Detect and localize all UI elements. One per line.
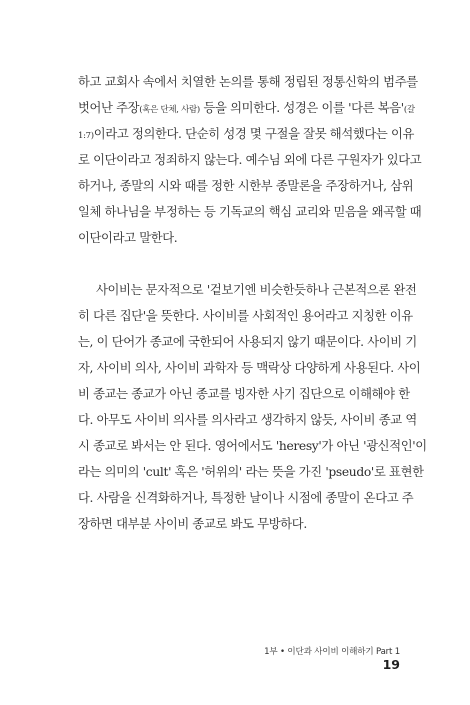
body-line: 장하면 대부분 사이비 종교로 봐도 무방하다. — [78, 517, 307, 531]
inline-reference: 1:7) — [78, 131, 94, 141]
body-line — [78, 100, 415, 118]
body-line — [78, 126, 415, 144]
body-text: 등을 의미한다. 성경은 이를 '다른 복음' — [199, 101, 404, 115]
body-line: 는, 이 단어가 종교에 국한되어 사용되지 않기 때문이다. 사이비 기 — [78, 335, 417, 349]
running-footer-title: 1부 • 이단과 사이비 이해하기 Part 1 — [264, 647, 400, 657]
body-line: 비 종교는 종교가 아닌 종교를 빙자한 사기 집단으로 이해해야 한 — [78, 387, 410, 401]
inline-reference: (갈 — [403, 105, 415, 115]
body-line: 하고 교회사 속에서 치열한 논의를 통해 정립된 정통신학의 범주를 — [78, 75, 418, 89]
body-line: 다. 아무도 사이비 의사를 의사라고 생각하지 않듯, 사이비 종교 역 — [78, 413, 417, 427]
body-line: 사이비는 문자적으로 '겉보기엔 비슷한듯하나 근본적으론 완전 — [96, 283, 417, 297]
body-line: 히 다른 집단'을 뜻한다. 사이비를 사회적인 용어라고 지칭한 이유 — [78, 309, 413, 323]
body-line: 자, 사이비 의사, 사이비 과학자 등 맥락상 다양하게 사용된다. 사이 — [78, 361, 421, 375]
body-line: 이단이라고 말한다. — [78, 231, 178, 245]
body-line: 로 이단이라고 정죄하지 않는다. 예수님 외에 다른 구원자가 있다고 — [78, 153, 422, 167]
body-line: 하거나, 종말의 시와 때를 정한 시한부 종말론을 주장하거나, 삼위 — [78, 179, 414, 193]
page-number: 19 — [382, 657, 400, 672]
body-line: 일체 하나님을 부정하는 등 기독교의 핵심 교리와 믿음을 왜곡할 때 — [78, 205, 422, 219]
inline-note: (혹은 단체, 사람) — [139, 105, 200, 115]
body-text: 벗어난 주장 — [78, 101, 140, 115]
body-line: 라는 의미의 'cult' 혹은 '허위의' 라는 뜻을 가진 'pseudo'로 표현한 — [78, 465, 424, 479]
body-line: 다. 사람을 신격화하거나, 특정한 날이나 시점에 종말이 온다고 주 — [78, 491, 414, 505]
body-line: 시 종교로 봐서는 안 된다. 영어에서도 'heresy'가 아닌 '광신적인'이 — [78, 439, 427, 453]
body-text: 이라고 정의한다. 단순히 성경 몇 구절을 잘못 해석했다는 이유 — [93, 127, 415, 141]
